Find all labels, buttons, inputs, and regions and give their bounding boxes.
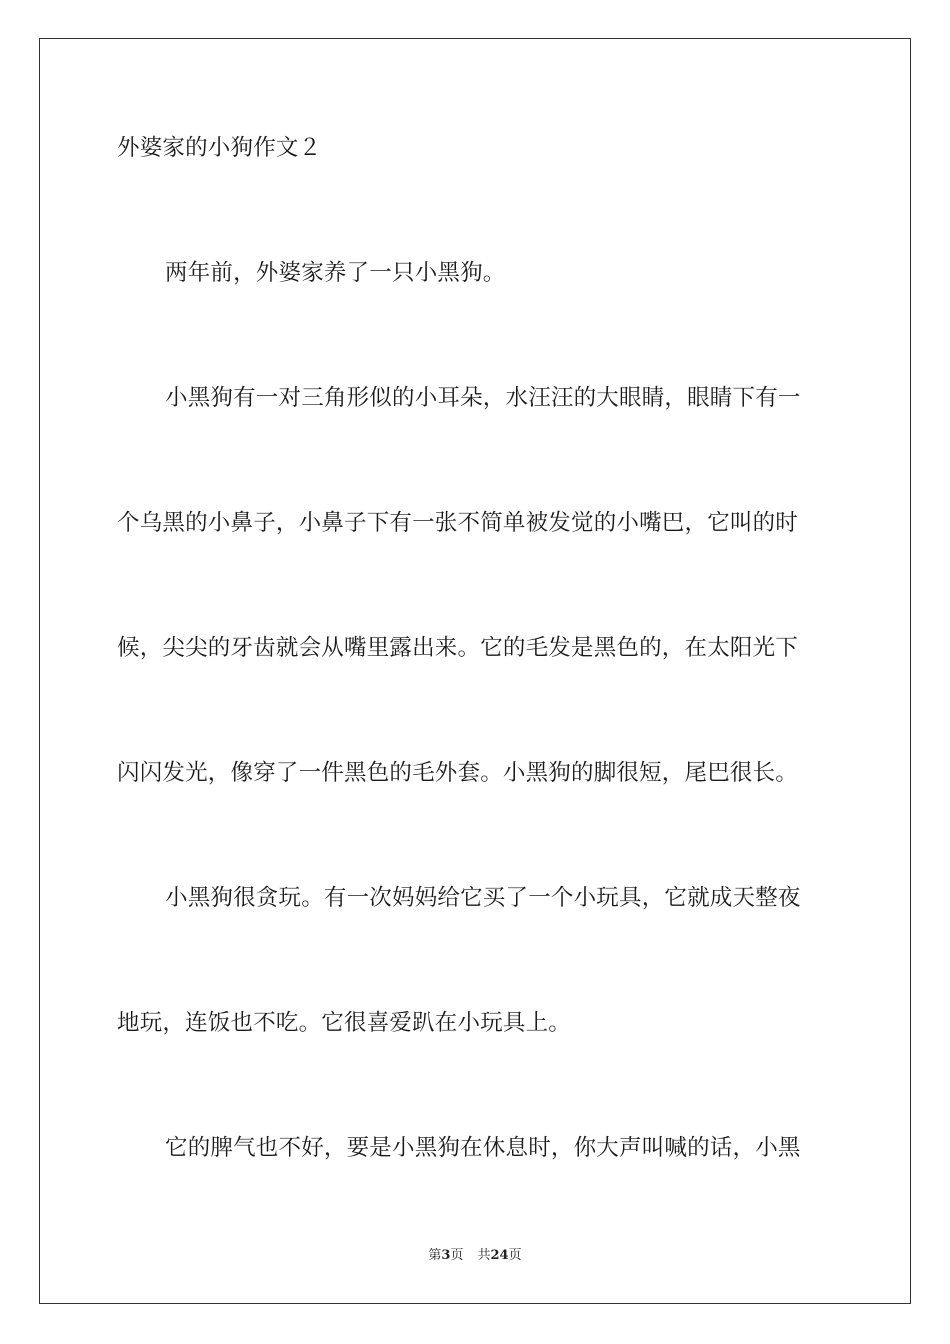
paragraph-line-2: 小黑狗有一对三角形似的小耳朵，水汪汪的大眼睛，眼睛下有一: [165, 385, 801, 411]
page-prefix: 第: [428, 1248, 442, 1263]
page-number: 3: [441, 1248, 451, 1263]
page-suffix: 页: [450, 1248, 464, 1263]
paragraph-line-5: 闪闪发光，像穿了一件黑色的毛外套。小黑狗的脚很短，尾巴很长。: [117, 760, 799, 786]
paragraph-line-1: 两年前，外婆家养了一只小黑狗。: [165, 260, 506, 286]
total-suffix: 页: [508, 1248, 522, 1263]
paragraph-line-4: 候，尖尖的牙齿就会从嘴里露出来。它的毛发是黑色的，在太阳光下: [117, 635, 799, 661]
total-prefix: 共: [477, 1248, 491, 1263]
page-frame: [39, 38, 911, 1304]
paragraph-line-6: 小黑狗很贪玩。有一次妈妈给它买了一个小玩具，它就成天整夜: [165, 885, 801, 911]
paragraph-line-8: 它的脾气也不好，要是小黑狗在休息时，你大声叫喊的话，小黑: [165, 1135, 801, 1161]
document-title: 外婆家的小狗作文２: [117, 135, 322, 161]
paragraph-line-3: 个乌黑的小鼻子，小鼻子下有一张不简单被发觉的小嘴巴，它叫的时: [117, 510, 799, 536]
paragraph-line-7: 地玩，连饭也不吃。它很喜爱趴在小玩具上。: [117, 1010, 572, 1036]
total-pages: 24: [490, 1248, 509, 1263]
page-footer: [0, 1247, 950, 1265]
